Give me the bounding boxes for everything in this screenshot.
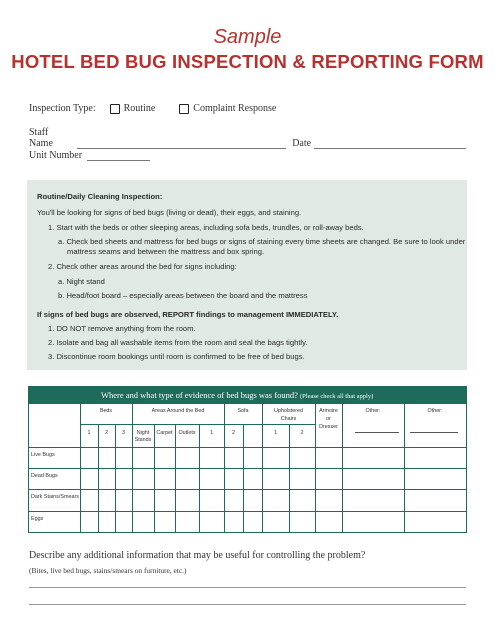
sub-sofa-2: 2 (232, 430, 235, 436)
sub-carpet: Carpet (156, 430, 173, 436)
col-divider (262, 404, 263, 532)
report-heading: If signs of bed bugs are observed, REPORT findings to management IMMEDIATELY. (37, 310, 339, 319)
evidence-title: Where and what type of evidence of bed bugs was found? (101, 390, 298, 400)
date-label: Date (292, 138, 312, 149)
step-2a: a. Night stand (58, 277, 105, 286)
subcol-divider (115, 424, 116, 532)
step-2: 2. Check other areas around the bed for signs including: (48, 262, 237, 271)
row-label-dark-stains: Dark Stains/Smears (31, 494, 79, 500)
checkbox-icon[interactable] (179, 104, 189, 114)
group-areas: Areas Around the Bed (151, 408, 205, 414)
report-step-2: 2. Isolate and bag all washable items from the room and seal the bags tightly. (48, 338, 308, 347)
group-other-1: Other: (365, 408, 381, 414)
group-armoire: Armoire (319, 408, 338, 414)
unit-number-row (29, 150, 150, 161)
sample-label: Sample (213, 26, 282, 48)
unit-number-field[interactable] (87, 152, 150, 161)
staff-name-field[interactable] (77, 140, 286, 149)
checkbox-icon[interactable] (110, 104, 120, 114)
routine-intro: You'll be looking for signs of bed bugs (living or dead), their eggs, and staining. (37, 208, 302, 217)
sub-bed-2: 2 (105, 430, 108, 436)
group-upholstered-2: Chairs (280, 416, 297, 422)
complaint-option-label: Complaint Response (193, 103, 277, 114)
notes-line[interactable] (29, 604, 466, 605)
form-title: HOTEL BED BUG INSPECTION & REPORTING FORM (11, 51, 484, 72)
step-1a-line2: mattress seams and between the mattress and box spring. (67, 247, 265, 256)
sub-outlets: Outlets (178, 430, 196, 436)
routine-option[interactable] (110, 103, 156, 114)
row-divider (29, 447, 466, 448)
describe-question: Describe any additional information that may be useful for controlling the problem? (29, 550, 366, 561)
subcol-divider (154, 424, 155, 532)
sub-night: Night (136, 430, 150, 436)
sub-bed-3: 3 (122, 430, 125, 436)
staff-date-row (29, 127, 466, 149)
row-label-live-bugs: Live Bugs (31, 452, 55, 458)
unit-number-label: Unit Number (29, 150, 83, 161)
date-field[interactable] (314, 140, 466, 149)
routine-option-label: Routine (123, 103, 156, 114)
step-2b: b. Head/foot board – especially areas between the board and the mattress (58, 291, 308, 300)
evidence-table-header (29, 387, 466, 404)
routine-heading: Routine/Daily Cleaning Inspection: (37, 192, 163, 201)
col-divider (80, 404, 81, 532)
row-divider (29, 489, 466, 490)
instructions-box (27, 180, 467, 370)
col-divider (132, 404, 133, 532)
subcol-divider (243, 424, 244, 532)
other-2-field[interactable] (410, 432, 458, 433)
sub-stands: Stands (134, 437, 152, 443)
sub-sofa-1: 1 (210, 430, 213, 436)
step-1a-line1: a. Check bed sheets and mattress for bed bugs or signs of staining every time sheets are changed. Be sure to look under (58, 237, 466, 246)
subcol-divider (98, 424, 99, 532)
col-divider (404, 404, 405, 532)
group-sofa: Sofa (237, 408, 249, 414)
staff-name-label: Staff Name (29, 127, 53, 149)
evidence-table (28, 386, 467, 533)
row-label-dead-bugs: Dead Bugs (31, 473, 58, 479)
row-divider (29, 468, 466, 469)
other-1-field[interactable] (355, 432, 399, 433)
col-divider (224, 404, 225, 532)
group-armoire-or: or (326, 416, 331, 422)
sub-chair-1: 1 (274, 430, 277, 436)
group-other-2: Other: (427, 408, 443, 414)
report-step-1: 1. DO NOT remove anything from the room. (48, 324, 196, 333)
sub-bed-1: 1 (87, 430, 91, 436)
evidence-title-note: (Please check all that apply) (299, 393, 374, 400)
sub-chair-2: 2 (300, 430, 304, 436)
inspection-type-label: Inspection Type: (29, 103, 96, 114)
step-1: 1. Start with the beds or other sleeping areas, including sofa beds, trundles, or roll-away beds. (48, 223, 364, 232)
inspection-type-row (29, 103, 276, 114)
describe-hint: (Bites, live bed bugs, stains/smears on furniture, etc.) (29, 566, 187, 575)
col-divider (342, 404, 343, 532)
subcol-divider (199, 424, 200, 532)
row-divider (29, 511, 466, 512)
group-upholstered: Upholstered (273, 408, 304, 414)
row-label-eggs: Eggs (31, 516, 44, 522)
subcol-divider (289, 424, 290, 532)
report-step-3: 3. Discontinue room bookings until room is confirmed to be free of bed bugs. (48, 352, 305, 361)
group-dresser: Dresser (319, 424, 338, 430)
subcol-divider (175, 424, 176, 532)
notes-line[interactable] (29, 587, 466, 588)
group-beds: Beds (99, 408, 113, 414)
complaint-option[interactable] (179, 103, 276, 114)
